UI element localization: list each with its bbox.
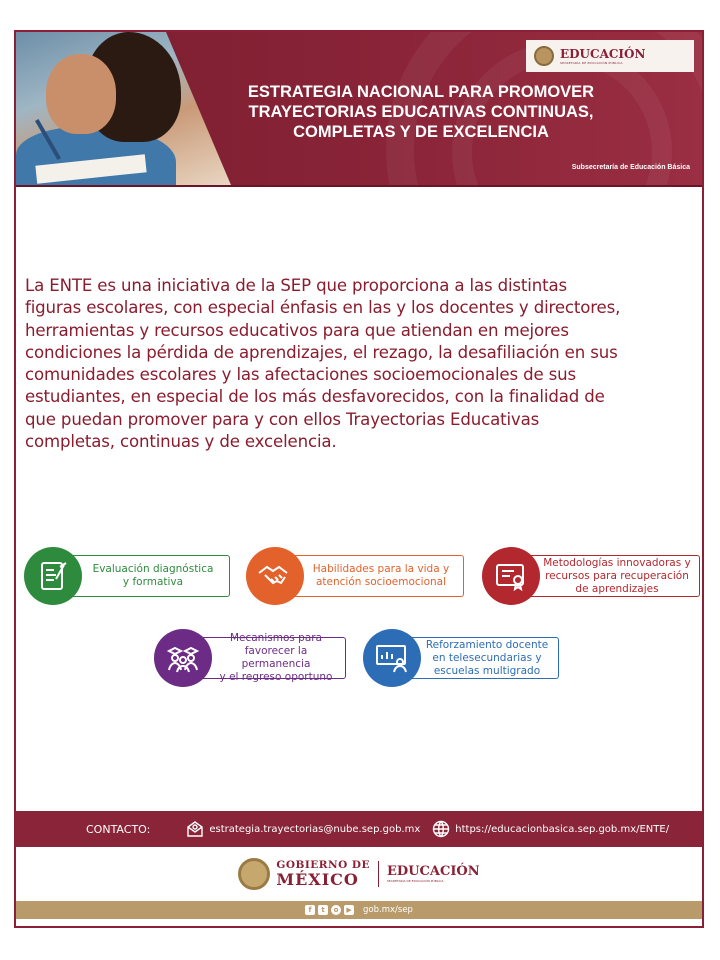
contact-bar bbox=[16, 811, 702, 847]
strategy-label-line: Evaluación diagnóstica bbox=[92, 563, 214, 575]
contact-url[interactable]: https://educacionbasica.sep.gob.mx/ENTE/ bbox=[455, 823, 670, 835]
twitter-icon[interactable]: t bbox=[318, 905, 328, 915]
strategy-label-line: favorecer la permanencia bbox=[241, 645, 311, 670]
youtube-icon[interactable]: ▶ bbox=[344, 905, 354, 915]
strategy-habilidades bbox=[246, 551, 464, 601]
title-line: TRAYECTORIAS EDUCATIVAS CONTINUAS, bbox=[248, 103, 594, 121]
checklist-icon bbox=[24, 547, 82, 605]
social-site[interactable]: gob.mx/sep bbox=[363, 905, 413, 915]
logo-word: EDUCACIÓN bbox=[560, 46, 646, 61]
intro-line: La ENTE es una iniciativa de la SEP que proporciona a las distintas bbox=[25, 276, 567, 295]
document-frame bbox=[14, 30, 704, 928]
subsecretaria-label: Subsecretaría de Educación Básica bbox=[571, 164, 690, 171]
strategy-label-line: Habilidades para la vida y bbox=[312, 563, 450, 575]
student-photo bbox=[16, 32, 231, 185]
educacion-logo bbox=[387, 865, 480, 883]
graduates-icon bbox=[154, 629, 212, 687]
strategy-label-line: Mecanismos para bbox=[229, 632, 323, 644]
logo-subtext: SECRETARÍA DE EDUCACIÓN PÚBLICA bbox=[560, 60, 623, 65]
instagram-icon[interactable]: o bbox=[331, 905, 341, 915]
contact-label: CONTACTO: bbox=[86, 822, 151, 836]
intro-line: comunidades escolares y las afectaciones socioemocionales de sus bbox=[25, 365, 577, 385]
gobierno-line2: MÉXICO bbox=[276, 870, 359, 890]
page-title bbox=[216, 82, 626, 142]
strategy-label-line: y el regreso oportuno bbox=[219, 671, 333, 683]
strategy-label-line: Reforzamiento docente bbox=[425, 638, 549, 651]
intro-line: figuras escolares, con especial énfasis en las y los docentes y directores, bbox=[25, 298, 621, 318]
footer-logos bbox=[16, 847, 702, 901]
intro-line: estudiantes, en especial de los más desfavorecidos, con la finalidad de bbox=[25, 387, 605, 407]
educacion-word: EDUCACIÓN bbox=[387, 864, 480, 879]
strategy-evaluacion bbox=[24, 551, 230, 601]
intro-line: condiciones la pérdida de aprendizajes, el rezago, la desafiliación en sus bbox=[25, 342, 618, 362]
header-banner bbox=[16, 32, 702, 187]
strategy-reforzamiento bbox=[363, 633, 559, 683]
social-bar bbox=[16, 901, 702, 919]
strategy-label-line: recursos para recuperación bbox=[545, 569, 689, 582]
certificate-icon bbox=[482, 547, 540, 605]
educacion-subtext: SECRETARÍA DE EDUCACIÓN PÚBLICA bbox=[387, 879, 444, 883]
intro-line: herramientas y recursos educativos para que atiendan en mejores bbox=[25, 320, 569, 340]
strategy-label-line: y formativa bbox=[122, 576, 184, 588]
email-icon bbox=[186, 820, 204, 838]
educacion-logo bbox=[526, 40, 694, 72]
presentation-icon bbox=[363, 629, 421, 687]
divider bbox=[378, 861, 379, 887]
facebook-icon[interactable]: f bbox=[305, 905, 315, 915]
title-line: COMPLETAS Y DE EXCELENCIA bbox=[293, 123, 549, 141]
intro-line: que puedan promover para y con ellos Trayectorias Educativas bbox=[25, 409, 540, 429]
strategy-label-line: atención socioemocional bbox=[315, 576, 446, 588]
title-line: ESTRATEGIA NACIONAL PARA PROMOVER bbox=[247, 83, 595, 101]
handshake-icon bbox=[246, 547, 304, 605]
gobierno-mexico-logo bbox=[238, 858, 370, 890]
gobierno-line1: GOBIERNO DE bbox=[276, 858, 371, 871]
strategy-label-line: Metodologías innovadoras y bbox=[543, 556, 691, 569]
seal-icon bbox=[534, 46, 554, 66]
intro-line: completas, continuas y de excelencia. bbox=[25, 432, 337, 452]
intro-paragraph bbox=[25, 275, 701, 453]
seal-icon bbox=[238, 858, 270, 890]
strategy-label-line: de aprendizajes bbox=[575, 582, 659, 595]
globe-icon bbox=[432, 820, 450, 838]
strategy-label-line: escuelas multigrado bbox=[433, 664, 541, 677]
strategy-mecanismos bbox=[154, 633, 346, 683]
strategy-metodologias bbox=[482, 551, 700, 601]
contact-email[interactable]: estrategia.trayectorias@nube.sep.gob.mx bbox=[209, 823, 421, 835]
strategy-label-line: en telesecundarias y bbox=[432, 651, 542, 664]
